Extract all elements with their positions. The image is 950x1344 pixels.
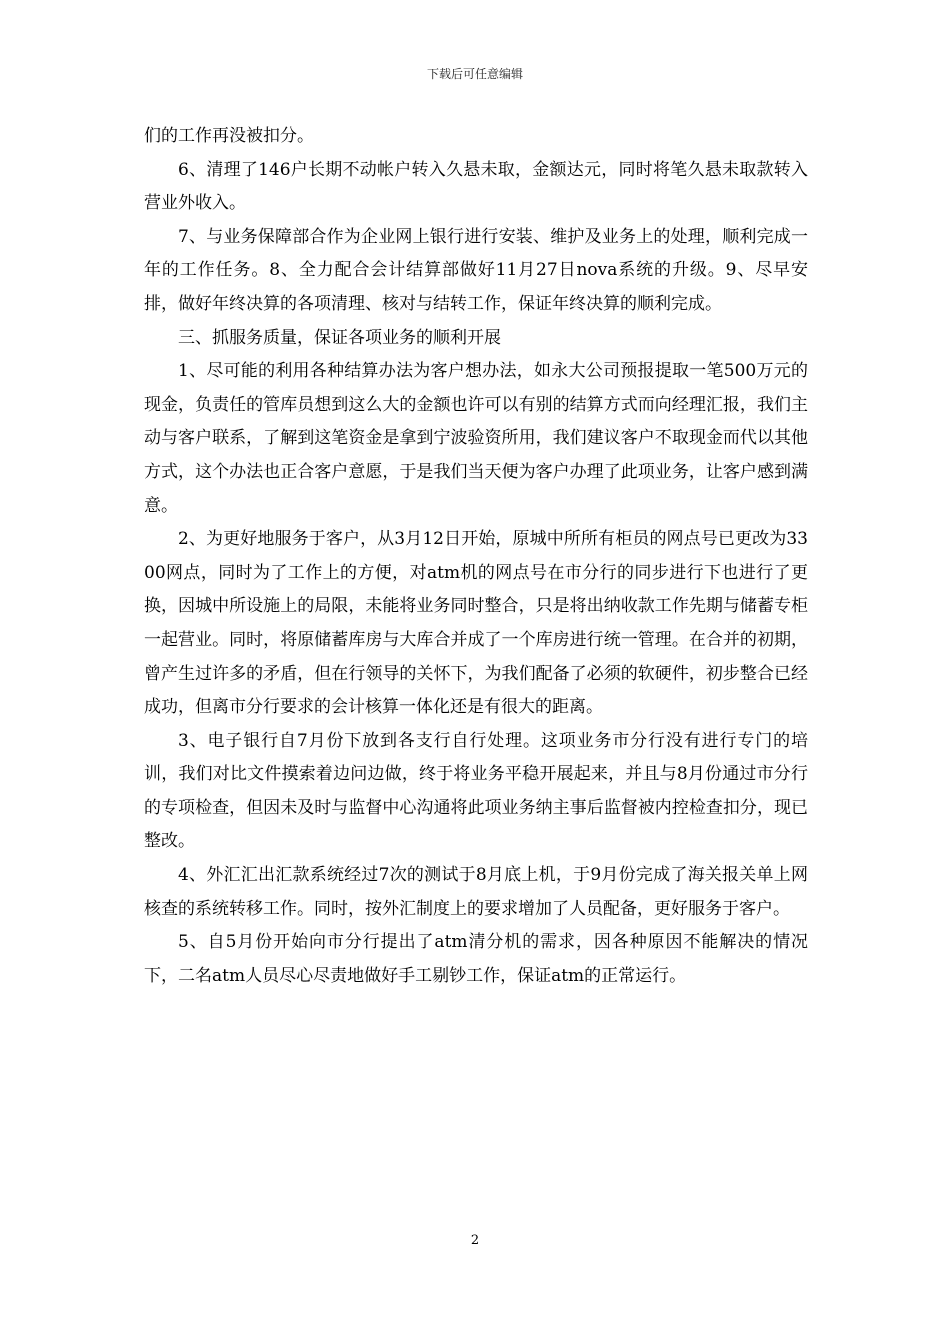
- paragraph-service-2: 2、为更好地服务于客户，从3月12日开始，原城中所所有柜员的网点号已更改为3300网点，同时为了工作上的方便，对atm机的网点号在市分行的同步进行下也进行了更换，因城中所设施上的局限，未能将业务同时整合，只是将出纳收款工作先期与储蓄专柜一起营业。同时，将原储蓄库房与大库合并成了一个库房进行统一管理。在合并的初期，曾产生过许多的矛盾，但在行领导的关怀下，为我们配备了必须的软硬件，初步整合已经成功，但离市分行要求的会计核算一体化还是有很大的距离。: [144, 529, 808, 718]
- paragraph-service-1: 1、尽可能的利用各种结算办法为客户想办法，如永大公司预报提取一笔500万元的现金，负责任的管库员想到这么大的金额也许可以有别的结算方式而向经理汇报，我们主动与客户联系，了解到这笔资金是拿到宁波验资所用，我们建议客户不取现金而代以其他方式，这个办法也正合客户意愿，于是我们当天便为客户办理了此项业务，让客户感到满意。: [144, 361, 808, 516]
- document-body: [144, 120, 808, 993]
- paragraph-item-6: 6、清理了146户长期不动帐户转入久悬未取，金额达元，同时将笔久悬未取款转入营业外收入。: [144, 159, 808, 214]
- page-number: 2: [470, 1233, 480, 1248]
- section-heading: 三、抓服务质量，保证各项业务的顺利开展: [178, 327, 501, 348]
- paragraph-continuation: 们的工作再没被扣分。: [144, 126, 314, 146]
- paragraph-service-5: 5、自5月份开始向市分行提出了atm清分机的需求，因各种原因不能解决的情况下，二名atm人员尽心尽责地做好手工剔钞工作，保证atm的正常运行。: [144, 932, 808, 986]
- page-header: 下载后可任意编辑: [426, 67, 523, 81]
- paragraph-service-4: 4、外汇汇出汇款系统经过7次的测试于8月底上机，于9月份完成了海关报关单上网核查的系统转移工作。同时，按外汇制度上的要求增加了人员配备，更好服务于客户。: [144, 865, 808, 919]
- paragraph-item-7-9: 7、与业务保障部合作为企业网上银行进行安装、维护及业务上的处理，顺利完成一年的工作任务。8、全力配合会计结算部做好11月27日nova系统的升级。9、尽早安排，做好年终决算的各项清理、核对与结转工作，保证年终决算的顺利完成。: [144, 226, 808, 314]
- paragraph-service-3: 3、电子银行自7月份下放到各支行自行处理。这项业务市分行没有进行专门的培训，我们对比文件摸索着边问边做，终于将业务平稳开展起来，并且与8月份通过市分行的专项检查，但因未及时与监督中心沟通将此项业务纳主事后监督被内控检查扣分，现已整改。: [144, 730, 808, 852]
